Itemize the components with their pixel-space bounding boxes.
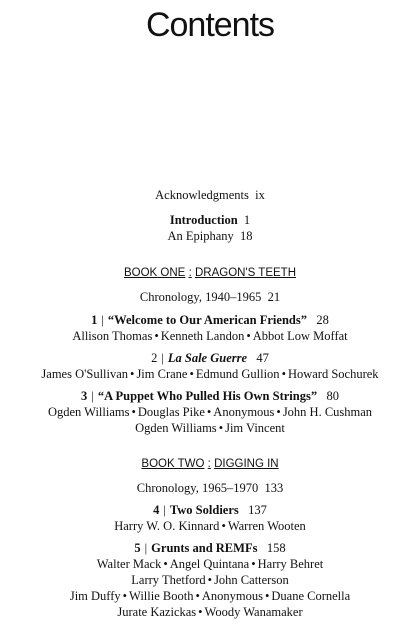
chapter-title: “A Puppet Who Pulled His Own Strings” bbox=[97, 389, 318, 403]
contributor-name: Larry Thetford bbox=[131, 573, 206, 587]
contributor-name: Howard Sochurek bbox=[287, 367, 379, 381]
chapter-bar: | bbox=[91, 389, 94, 403]
contributor-name: Duane Cornella bbox=[271, 589, 351, 603]
toc-entry-epiphany[interactable] bbox=[0, 229, 420, 244]
toc-entry-chronology-1[interactable] bbox=[0, 290, 420, 305]
chapter-5-names-line-3 bbox=[0, 589, 420, 604]
separator: • bbox=[195, 589, 200, 603]
contributor-name: Harry Behret bbox=[257, 557, 324, 571]
separator: • bbox=[276, 405, 281, 419]
chapter-page: 137 bbox=[248, 503, 267, 517]
contributor-name: Jim Crane bbox=[136, 367, 188, 381]
chapter-title: Two Soldiers bbox=[169, 503, 239, 517]
chapter-3-names-line-2 bbox=[0, 421, 420, 436]
contributor-name: Woody Wanamaker bbox=[204, 605, 303, 619]
chapter-4-names bbox=[0, 519, 420, 534]
contributor-name: Douglas Pike bbox=[137, 405, 205, 419]
chapter-bar: | bbox=[161, 351, 164, 365]
chapter-5-names-line-2 bbox=[0, 573, 420, 588]
toc-entry-acknowledgments[interactable] bbox=[0, 188, 420, 203]
contributor-name: Ogden Williams bbox=[47, 405, 130, 419]
book-heading: BOOK ONE bbox=[124, 267, 186, 279]
contributor-name: Ogden Williams bbox=[135, 421, 217, 435]
entry-page: 21 bbox=[267, 290, 281, 304]
entry-page: 18 bbox=[240, 229, 253, 243]
book-subtitle: DIGGING IN bbox=[214, 458, 279, 470]
contributor-name: James O'Sullivan bbox=[41, 367, 129, 381]
separator: • bbox=[154, 329, 159, 343]
contributor-name: John Catterson bbox=[214, 573, 289, 587]
chapter-page: 80 bbox=[326, 389, 339, 403]
separator: • bbox=[218, 421, 224, 435]
separator: • bbox=[281, 367, 286, 381]
heading-colon: : bbox=[188, 267, 192, 279]
contributor-name: Jim Duffy bbox=[69, 589, 121, 603]
separator: • bbox=[131, 405, 136, 419]
separator: • bbox=[251, 557, 256, 571]
chapter-number: 4 bbox=[153, 503, 160, 517]
separator: • bbox=[163, 557, 168, 571]
toc-chapter-3[interactable] bbox=[0, 389, 420, 404]
book-subtitle: DRAGON'S TEETH bbox=[194, 267, 296, 279]
chapter-page: 28 bbox=[316, 313, 329, 327]
book-heading: BOOK TWO bbox=[141, 458, 205, 470]
entry-page: 133 bbox=[264, 481, 284, 495]
chapter-number: 3 bbox=[81, 389, 88, 403]
chapter-5-names-line-1 bbox=[0, 557, 420, 572]
separator: • bbox=[221, 519, 226, 533]
contributor-name: Kenneth Landon bbox=[160, 329, 245, 343]
chapter-5-names-line-4 bbox=[0, 605, 420, 620]
chapter-bar: | bbox=[163, 503, 166, 517]
entry-title: Chronology, 1940–1965 bbox=[139, 290, 262, 304]
chapter-number: 5 bbox=[134, 541, 141, 555]
entry-page: ix bbox=[255, 188, 265, 202]
contributor-name: Angel Quintana bbox=[169, 557, 250, 571]
entry-page: 1 bbox=[243, 213, 251, 227]
separator: • bbox=[122, 589, 128, 603]
chapter-2-names bbox=[0, 367, 420, 382]
contributor-name: Allison Thomas bbox=[72, 329, 153, 343]
contributor-name: Walter Mack bbox=[96, 557, 162, 571]
contributor-name: Jurate Kazickas bbox=[117, 605, 197, 619]
separator: • bbox=[264, 589, 270, 603]
separator: • bbox=[198, 605, 203, 619]
contributor-name: Anonymous bbox=[201, 589, 263, 603]
toc-chapter-2[interactable] bbox=[0, 351, 420, 366]
chapter-1-names bbox=[0, 329, 420, 344]
chapter-title: Grunts and REMFs bbox=[151, 541, 258, 555]
separator: • bbox=[189, 367, 194, 381]
contributor-name: Abbot Low Moffat bbox=[252, 329, 348, 343]
entry-title: Introduction bbox=[169, 213, 238, 227]
book-one-heading bbox=[0, 267, 420, 279]
contributor-name: Warren Wooten bbox=[227, 519, 306, 533]
chapter-page: 158 bbox=[266, 541, 286, 555]
toc-chapter-5[interactable] bbox=[0, 541, 420, 556]
entry-title: An Epiphany bbox=[167, 229, 234, 243]
chapter-bar: | bbox=[101, 313, 104, 327]
separator: • bbox=[246, 329, 251, 343]
entry-title: Acknowledgments bbox=[155, 188, 249, 202]
chapter-number: 1 bbox=[91, 313, 98, 327]
chapter-3-names-line-1 bbox=[0, 405, 420, 420]
contributor-name: Harry W. O. Kinnard bbox=[114, 519, 220, 533]
toc-entry-introduction[interactable] bbox=[0, 213, 420, 228]
chapter-bar: | bbox=[144, 541, 148, 555]
chapter-title: “Welcome to Our American Friends” bbox=[107, 313, 307, 327]
chapter-number: 2 bbox=[151, 351, 158, 365]
toc-entry-chronology-2[interactable] bbox=[0, 481, 420, 496]
contributor-name: Edmund Gullion bbox=[195, 367, 280, 381]
toc-chapter-1[interactable] bbox=[0, 313, 420, 328]
heading-colon: : bbox=[207, 458, 211, 470]
contributor-name: John H. Cushman bbox=[282, 405, 373, 419]
page-title: Contents bbox=[145, 6, 275, 44]
toc-chapter-4[interactable] bbox=[0, 503, 420, 518]
contributor-name: Anonymous bbox=[213, 405, 275, 419]
book-two-heading bbox=[0, 458, 420, 470]
chapter-title: La Sale Guerre bbox=[167, 351, 248, 365]
separator: • bbox=[206, 405, 212, 419]
entry-title: Chronology, 1965–1970 bbox=[136, 481, 259, 495]
separator: • bbox=[207, 573, 213, 587]
separator: • bbox=[130, 367, 135, 381]
contributor-name: Jim Vincent bbox=[225, 421, 285, 435]
contributor-name: Willie Booth bbox=[129, 589, 194, 603]
chapter-page: 47 bbox=[256, 351, 269, 365]
